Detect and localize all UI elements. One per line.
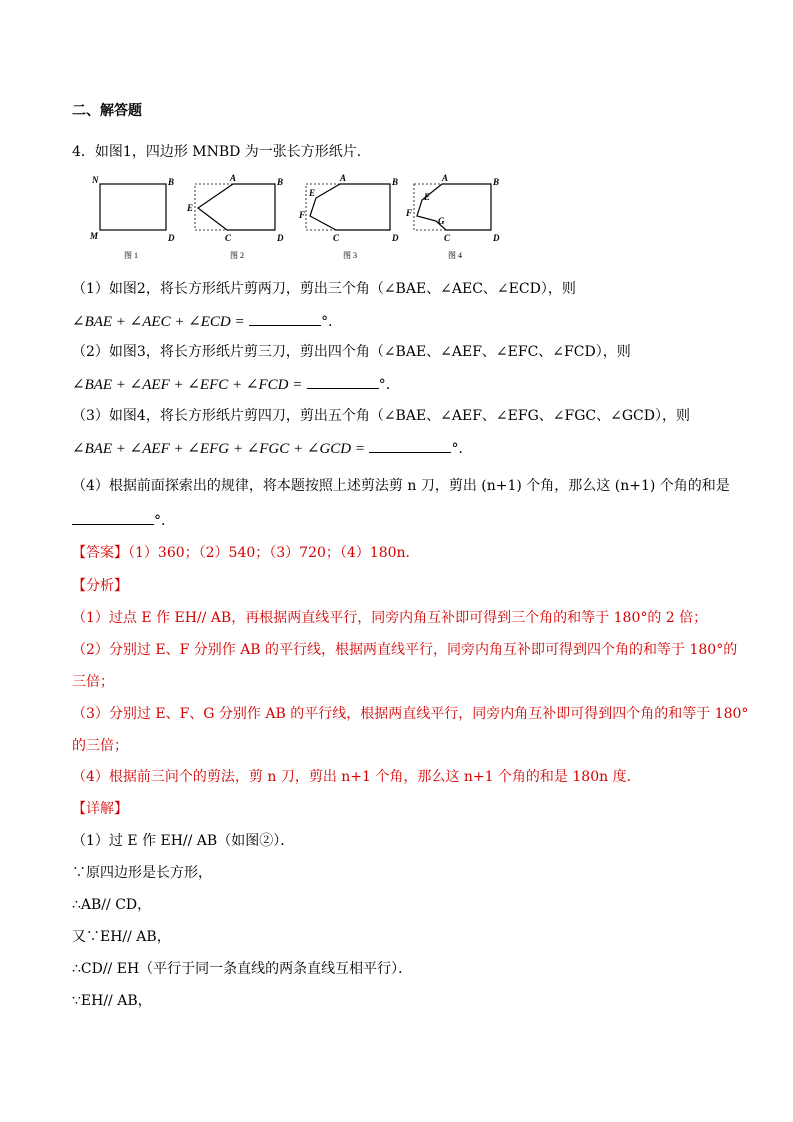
figure-3	[298, 173, 399, 260]
fig3-label-d: D	[392, 233, 399, 243]
detail-label: 【详解】	[72, 801, 128, 817]
fig4-label-e: E	[424, 192, 431, 202]
fig3-dashed-rect	[306, 184, 390, 230]
q1-line2	[72, 311, 342, 332]
q2-line1: （2）如图3，将长方形纸片剪三刀，剪出四个角（∠BAE、∠AEF、∠EFC、∠FCD），则	[72, 344, 631, 360]
q4-degree: °．	[154, 513, 175, 529]
q1-line1: （1）如图2，将长方形纸片剪两刀，剪出三个角（∠BAE、∠AEC、∠ECD），则	[72, 281, 576, 297]
fig2-dashed-rect	[195, 184, 275, 230]
fig4-caption: 图 4	[448, 251, 462, 260]
fig3-label-c: C	[333, 233, 340, 243]
fig4-label-a: A	[442, 173, 449, 183]
analysis-line-3: 三倍；	[72, 674, 114, 690]
fig3-label-f: F	[299, 210, 306, 220]
fig2-label-b: B	[277, 177, 284, 187]
answer-text: （1）360；（2）540；（3）720；（4）180n．	[128, 545, 420, 561]
analysis-line-4: （3）分别过 E、F、G 分别作 AB 的平行线，根据两直线平行，同旁内角互补即可得到四个角的和等于 180°	[72, 706, 749, 722]
q2-line2	[72, 374, 400, 395]
q1-answer-blank[interactable]	[249, 311, 321, 326]
analysis-line-1: （1）过点 E 作 EH// AB，再根据两直线平行，同旁内角互补即可得到三个角的和等于 180°的 2 倍；	[72, 610, 708, 626]
q2-answer-blank[interactable]	[307, 374, 379, 389]
fig3-label-a: A	[340, 173, 347, 183]
q1-expression: ∠BAE + ∠AEC + ∠ECD =	[72, 314, 245, 330]
detail-line-2: ∵原四边形是长方形，	[72, 865, 212, 881]
fig1-caption: 图 1	[124, 251, 138, 260]
fig4-label-c: C	[444, 233, 451, 243]
fig3-label-e: E	[309, 188, 316, 198]
section-title: 二、解答题	[72, 103, 142, 119]
fig2-caption: 图 2	[230, 251, 244, 260]
fig4-dashed-rect	[414, 184, 491, 230]
fig2-label-a: A	[230, 173, 237, 183]
q3-line1: （3）如图4，将长方形纸片剪四刀，剪出五个角（∠BAE、∠AEF、∠EFG、∠FGC、∠GCD），则	[72, 408, 690, 424]
fig4-label-b: B	[493, 177, 500, 187]
q3-degree: °．	[451, 441, 473, 457]
figure-2	[186, 173, 284, 260]
analysis-line-6: （4）根据前三问个的剪法，剪 n 刀，剪出 n+1 个角，那么这 n+1 个角的和是 180n 度．	[72, 769, 641, 785]
fig4-label-g: G	[438, 216, 445, 226]
fig4-cut-shape	[417, 184, 491, 230]
fig4-label-d: D	[493, 233, 500, 243]
analysis-line-2: （2）分别过 E、F 分别作 AB 的平行线，根据两直线平行，同旁内角互补即可得到四个角的和等于 180°的	[72, 642, 738, 658]
q3-answer-blank[interactable]	[369, 438, 451, 453]
analysis-line-5: 的三倍；	[72, 738, 128, 754]
q3-expression: ∠BAE + ∠AEF + ∠EFG + ∠FGC + ∠GCD =	[72, 441, 366, 457]
fig2-cut-shape	[198, 184, 275, 230]
fig4-label-f: F	[406, 208, 413, 218]
question-stem: 4．如图1，四边形 MNBD 为一张长方形纸片．	[72, 144, 371, 160]
figure-4	[405, 173, 500, 260]
detail-line-5: ∴CD// EH（平行于同一条直线的两条直线互相平行）．	[72, 961, 413, 977]
q2-expression: ∠BAE + ∠AEF + ∠EFC + ∠FCD =	[72, 377, 303, 393]
detail-line-3: ∴AB// CD，	[72, 897, 152, 913]
figure-1	[89, 175, 175, 260]
fig2-label-d: D	[277, 233, 284, 243]
detail-line-4: 又∵EH// AB，	[72, 929, 171, 945]
fig2-label-c: C	[225, 233, 232, 243]
fig1-label-d: D	[168, 233, 175, 243]
detail-line-6: ∵EH// AB，	[72, 993, 152, 1009]
q4-line2	[72, 510, 175, 531]
fig1-label-m: M	[90, 231, 99, 241]
analysis-label: 【分析】	[72, 578, 128, 594]
fig1-label-b: B	[168, 177, 175, 187]
answer-line	[72, 543, 420, 563]
q3-line2	[72, 438, 472, 459]
figures-svg	[88, 172, 508, 264]
answer-label: 【答案】	[72, 545, 128, 561]
fig3-caption: 图 3	[343, 251, 357, 260]
q1-degree: °．	[321, 314, 343, 330]
q4-line1: （4）根据前面探索出的规律，将本题按照上述剪法剪 n 刀，剪出 (n+1) 个角，那么这 (n+1) 个角的和是	[72, 478, 730, 494]
fig3-cut-shape	[310, 184, 390, 230]
fig1-rectangle	[100, 184, 166, 230]
fig1-label-n: N	[92, 175, 99, 185]
detail-line-1: （1）过 E 作 EH// AB（如图②）．	[72, 833, 295, 849]
fig2-label-e: E	[187, 203, 194, 213]
q4-answer-blank[interactable]	[72, 510, 154, 525]
fig3-label-b: B	[392, 177, 399, 187]
figure-strip	[88, 172, 508, 264]
q2-degree: °．	[378, 377, 400, 393]
